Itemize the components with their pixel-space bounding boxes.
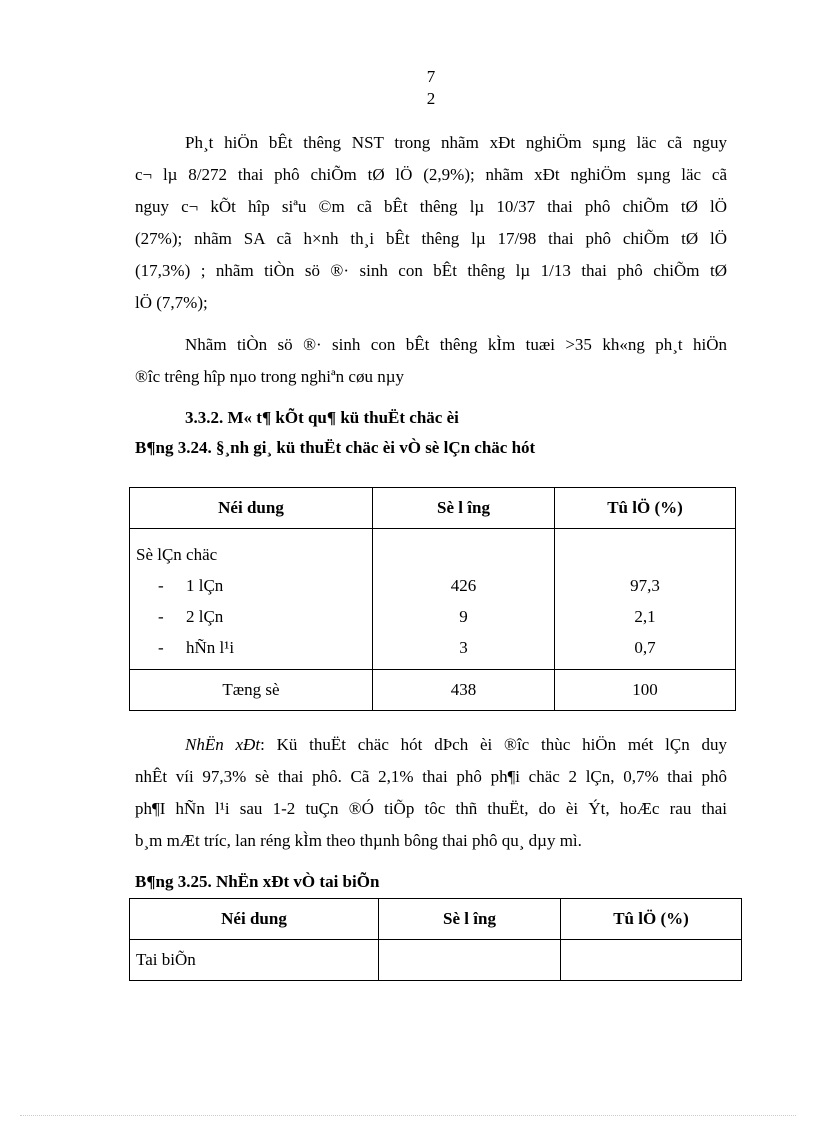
- paragraph-1-line: (27%); nhãm SA cã h×nh th¸i bÊt thêng lµ 17/98 thai phô chiÕm tØ lÖ: [135, 229, 727, 248]
- table-1-total-row: [130, 670, 736, 711]
- paragraph-3-line: [135, 735, 727, 755]
- row-label: 1 lÇn: [186, 576, 224, 595]
- remark-text: : Kü thuËt chäc hót dÞch èi ®îc thùc hiÖn mét lÇn duy: [260, 735, 727, 754]
- table-row: [130, 940, 742, 981]
- row-label: hÑn l¹i: [186, 638, 235, 657]
- table-2-percent-cell: [561, 940, 742, 981]
- table-1: [129, 487, 736, 711]
- table-1-header-row: [130, 488, 736, 529]
- group-label: Sè lÇn chäc: [136, 545, 218, 564]
- page-number-top: 7: [426, 67, 436, 86]
- paragraph-3-line: b¸m mÆt tríc, lan réng kÌm theo thµnh bông thai phô qu¸ dµy mì.: [135, 831, 582, 850]
- table-1-header-count: Sè l îng: [373, 488, 555, 529]
- row-percent: 97,3: [630, 576, 660, 595]
- row-count: 3: [459, 638, 468, 657]
- table-2-header-content: Néi dung: [130, 899, 379, 940]
- total-percent: 100: [555, 670, 736, 711]
- total-label: Tæng sè: [130, 670, 373, 711]
- row-percent: 0,7: [634, 638, 656, 657]
- row-count: 9: [459, 607, 468, 626]
- page-number-bottom: 2: [426, 89, 436, 108]
- table-1-percent-cell: [555, 529, 736, 670]
- remark-label: NhËn xÐt: [185, 735, 261, 754]
- table-2-count-cell: [379, 940, 561, 981]
- table-1-count-cell: [373, 529, 555, 670]
- list-item: - 1 lÇn: [158, 576, 224, 595]
- total-count: 438: [373, 670, 555, 711]
- table-2: [129, 898, 742, 981]
- paragraph-1-line: nguy c¬ kÕt hîp siªu ©m cã bÊt thêng lµ 10/37 thai phô chiÕm tØ lÖ: [135, 197, 727, 216]
- table-2-header-row: [130, 899, 742, 940]
- list-item: - hÑn l¹i: [158, 638, 235, 657]
- row-percent: 2,1: [634, 607, 656, 626]
- paragraph-1-line: Ph¸t hiÖn bÊt thêng NST trong nhãm xÐt nghiÖm sµng läc cã nguy: [185, 133, 727, 152]
- paragraph-2-line: Nhãm tiÒn sö ®· sinh con bÊt thêng kÌm tuæi >35 kh«ng ph¸t hiÖn: [185, 335, 727, 354]
- table-1-label-cell: [130, 529, 373, 670]
- row-label: 2 lÇn: [186, 607, 224, 626]
- paragraph-3-line: ph¶I hÑn l¹i sau 1-2 tuÇn ®Ó tiÕp tôc thñ thuËt, do èi Ýt, hoÆc rau thai: [135, 799, 727, 818]
- section-heading: 3.3.2. M« t¶ kÕt qu¶ kü thuËt chäc èi: [185, 408, 459, 427]
- table-1-header-percent: Tû lÖ (%): [555, 488, 736, 529]
- table-1-caption: B¶ng 3.24. §¸nh gi¸ kü thuËt chäc èi vÒ sè lÇn chäc hót: [135, 438, 536, 457]
- table-2-header-percent: Tû lÖ (%): [561, 899, 742, 940]
- paragraph-2-line: ®îc trêng hîp nµo trong nghiªn cøu nµy: [135, 367, 405, 386]
- page-bottom-divider: [20, 1115, 796, 1116]
- table-1-header-content: Néi dung: [130, 488, 373, 529]
- row-count: 426: [450, 576, 477, 595]
- table-row: [130, 529, 736, 670]
- table-2-header-count: Sè l îng: [379, 899, 561, 940]
- list-item: - 2 lÇn: [158, 607, 224, 626]
- paragraph-1-line: (17,3%) ; nhãm tiÒn sö ®· sinh con bÊt thêng lµ 1/13 thai phô chiÕm tØ: [135, 261, 727, 280]
- paragraph-1-line: lÖ (7,7%);: [135, 293, 208, 312]
- paragraph-1-line: c¬ lµ 8/272 thai phô chiÕm tØ lÖ (2,9%); nhãm xÐt nghiÖm sµng läc cã: [135, 165, 727, 184]
- table-2-label-cell: Tai biÕn: [130, 940, 379, 981]
- paragraph-3-line: nhÊt víi 97,3% sè thai phô. Cã 2,1% thai phô ph¶i chäc 2 lÇn, 0,7% thai phô: [135, 767, 727, 786]
- table-2-caption: B¶ng 3.25. NhËn xÐt vÒ tai biÕn: [135, 872, 380, 891]
